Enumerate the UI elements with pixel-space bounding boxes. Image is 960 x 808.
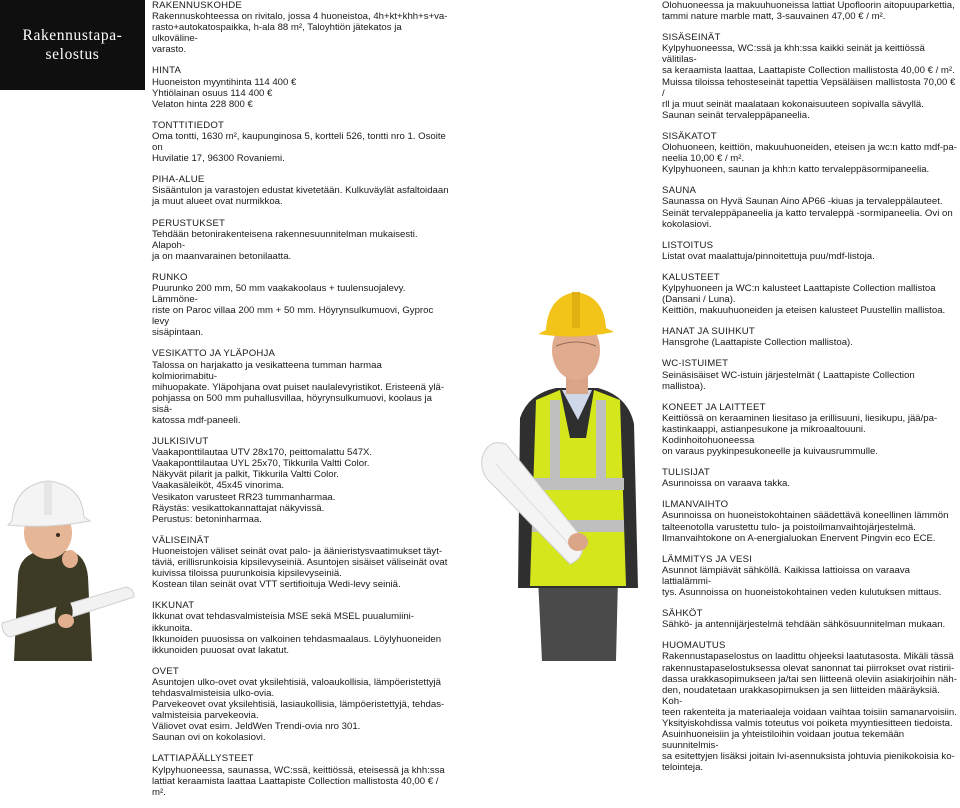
section-text-line: Kylpyhuoneessa, WC:ssä ja khh:ssa kaikki seinät ja keittiössä välitilas- [662, 43, 925, 66]
right-section [662, 0, 958, 22]
right-section [662, 32, 958, 121]
section-text-line: Saunassa on Hyvä Saunan Aino AP66 -kiuas ja tervaleppälauteet. [662, 196, 943, 208]
left-text-column [152, 0, 449, 808]
section-text-line: rakennustapaselostuksessa olevat sanonnat tai piirrokset ovat ristirii- [662, 662, 955, 674]
section-text-line: Rakennuskohteessa on rivitalo, jossa 4 huoneistoa, 4h+kt+khh+s+va- [152, 11, 448, 23]
section-text-line: Asunnot lämpiävät sähköllä. Kaikissa lattioissa on varaava lattialämmi- [662, 564, 910, 587]
section-text-line: on varaus pyykinpesukoneelle ja kuivausrummulle. [662, 446, 878, 458]
section-text-line: Sisääntulon ja varastojen edustat kivetetään. Kulkuväylät asfaltoidaan [152, 185, 449, 197]
right-section [662, 185, 958, 229]
title-line-1: Rakennustapa- [22, 27, 123, 44]
section-heading: KALUSTEET [662, 271, 720, 283]
section-text-line: kuivissa tiloissa puurunkoisia kipsilevyseiniä. [152, 568, 342, 580]
title-line-2: selostus [45, 46, 100, 63]
section-heading: TONTTITIEDOT [152, 119, 225, 131]
section-text-line: Olohuoneessa ja makuuhuoneissa lattiat Upofloorin aitopuuparkettia, [662, 0, 955, 11]
section-text-line: Näkyvät pilarit ja palkit, Tikkurila Valtti Color. [152, 469, 339, 481]
section-heading: PIHA-ALUE [152, 174, 205, 186]
right-section [662, 640, 958, 773]
left-section [152, 535, 449, 590]
section-heading: PERUSTUKSET [152, 217, 226, 229]
right-section [662, 358, 958, 391]
left-section [152, 120, 449, 164]
right-section [662, 131, 958, 175]
section-text-line: tehdasvalmisteisia ulko-ovia. [152, 687, 275, 699]
left-section [152, 65, 449, 109]
section-text-line: varasto. [152, 44, 187, 56]
left-section [152, 218, 449, 262]
section-text-line: lattiat keraamista laattaa Laattapiste Collection mallistosta 40,00 € / m². [152, 775, 439, 798]
section-text-line: valmisteisia parvekeovia. [152, 710, 259, 722]
section-text-line: Saunan seinät tervaleppäpaneelia. [662, 109, 810, 121]
right-section [662, 402, 958, 457]
section-text-line: Parvekeovet ovat yksilehtisiä, lasiaukollisia, lämpöeristettyjä, tehdas- [152, 699, 445, 711]
section-text-line: sa esitettyjen lisäksi joitain lvi-asennuksista johtuvia pienikokoisia ko- [662, 751, 955, 763]
section-heading: HINTA [152, 65, 182, 77]
section-text-line: Yksityiskohdissa valmis toteutus voi poiketa myyntiesitteen tiedoista. [662, 717, 953, 729]
document-title [0, 0, 145, 90]
section-text-line: ja muut alueet ovat nurmikkoa. [152, 196, 283, 208]
section-text-line: Ikkunat ovat tehdasvalmisteisia MSE sekä MSEL puualumiini-ikkunoita. [152, 611, 414, 634]
section-heading: JULKISIVUT [152, 436, 209, 448]
left-section [152, 600, 449, 655]
section-text-line: tys. Asunnoissa on huoneistokohtainen veden kulutuksen mittaus. [662, 587, 942, 599]
section-heading: OVET [152, 665, 179, 677]
section-heading: RUNKO [152, 271, 188, 283]
right-section [662, 499, 958, 543]
left-section [152, 0, 449, 55]
section-text-line: Kylpyhuoneen ja WC:n kalusteet Laattapiste Collection mallistoa [662, 282, 936, 294]
section-text-line: Vaakaponttilautaa UTV 28x170, peittomalattu 547X. [152, 447, 373, 459]
child-with-hardhat-illustration [0, 455, 140, 661]
section-text-line: tammi nature marble matt, 3-sauvainen 47,00 € / m². [662, 11, 886, 23]
section-text-line: pohjassa on 500 mm puhallusvillaa, höyrynsulkumuovi, koolaus ja sisä- [152, 392, 432, 415]
section-text-line: kokolasiovi. [662, 218, 712, 230]
section-text-line: Velaton hinta 228 800 € [152, 98, 253, 110]
section-text-line: Huoneistojen väliset seinät ovat palo- ja äänieristysvaatimukset täyt- [152, 545, 443, 557]
section-text-line: Talossa on harjakatto ja vesikatteena tumman harmaa kolmiorimabitu- [152, 359, 382, 382]
section-text-line: täviä, erillisrunkoisia kipsilevyseiniä. Asuntojen sisäiset väliseinät ovat [152, 557, 448, 569]
section-text-line: Seinäsisäiset WC-istuin järjestelmät ( Laattapiste Collection mallistoa). [662, 369, 915, 392]
section-text-line: Rakennustapaselostus on laadittu ohjeeksi laatutasosta. Mikäli tässä [662, 651, 954, 663]
section-text-line: Kylpyhuoneessa, saunassa, WC:ssä, keittiössä, eteisessä ja khh:ssa [152, 764, 445, 776]
section-text-line: telointeja. [662, 762, 704, 774]
section-text-line: Keittiössä on keraaminen liesitaso ja erillisuuni, liesikupu, jää/pa- [662, 412, 938, 424]
section-text-line: riste on Paroc villaa 200 mm + 50 mm. Höyrynsulkumuovi, Gyproc levy [152, 305, 434, 328]
section-text-line: Keittiön, makuuhuoneiden ja eteisen kalusteet Puustellin mallistoa. [662, 305, 946, 317]
section-text-line: Vaakaponttilautaa UYL 25x70, Tikkurila Valtti Color. [152, 458, 370, 470]
section-text-line: den, noudatetaan urakkasopimuksen ja sen liitteiden määräyksiä. Koh- [662, 684, 940, 707]
section-text-line: Olohuoneen, keittiön, makuuhuoneiden, eteisen ja wc:n katto mdf-pa- [662, 142, 957, 154]
section-text-line: Oma tontti, 1630 m², kaupunginosa 5, kortteli 526, tontti nro 1. Osoite on [152, 130, 446, 154]
section-text-line: Asunnoissa on varaava takka. [662, 478, 790, 490]
section-heading: HUOMAUTUS [662, 640, 726, 652]
section-heading: SÄHKÖT [662, 608, 703, 620]
section-text-line: Listat ovat maalattuja/pinnoitettuja puu/mdf-listoja. [662, 250, 875, 262]
section-text-line: sisäpintaan. [152, 327, 204, 339]
section-text-line: Vesikaton varusteet RR23 tummanharmaa. [152, 491, 336, 503]
section-text-line: Asuinhuoneisiin ja yhteistiloihin voidaan joutua tekemään suunnitelmis- [662, 729, 905, 752]
right-section [662, 272, 958, 316]
section-text-line: Kostean tilan seinät ovat VTT sertifioituja Wedi-levy seiniä. [152, 579, 401, 591]
section-text-line: Tehdään betonirakenteisena rakennesuunnitelman mukaisesti. Alapoh- [152, 228, 418, 251]
section-heading: LÄMMITYS JA VESI [662, 553, 753, 565]
section-text-line: Sähkö- ja antennijärjestelmä tehdään sähkösuunnitelman mukaan. [662, 619, 946, 631]
section-heading: HANAT JA SUIHKUT [662, 326, 755, 338]
section-heading: KONEET JA LAITTEET [662, 401, 766, 413]
left-section [152, 666, 449, 744]
section-heading: RAKENNUSKOHDE [152, 0, 243, 11]
section-text-line: rasto+autokatospaikka, h-ala 88 m², Taloyhtiön jätekatos ja ulkoväline- [152, 22, 402, 45]
section-text-line: Huvilatie 17, 96300 Rovaniemi. [152, 153, 285, 165]
section-heading: SAUNA [662, 185, 697, 197]
section-text-line: Asuntojen ulko-ovet ovat yksilehtisiä, valoaukollisia, lämpöeristettyjä [152, 676, 442, 688]
section-text-line: dassa urakkasopimukseen ja/tai sen liitteenä oleviin asiakirjoihin näh- [662, 673, 957, 685]
section-heading: WC-ISTUIMET [662, 358, 729, 370]
section-text-line: teen rakenteita ja materiaaleja voidaan vaihtaa toisiin samanarvoisiin. [662, 706, 957, 718]
section-text-line: katossa mdf-paneeli. [152, 415, 241, 426]
section-heading: SISÄKATOT [662, 130, 717, 142]
right-section [662, 554, 958, 598]
section-text-line: Väliovet ovat esim. JeldWen Trendi-ovia nro 301. [152, 721, 361, 733]
section-text-line: Seinät tervaleppäpaneelia ja katto tervaleppä -sormipaneelia. Ovi on [662, 207, 953, 219]
section-heading: LISTOITUS [662, 239, 714, 251]
construction-worker-illustration [478, 288, 660, 661]
section-heading: ILMANVAIHTO [662, 499, 729, 511]
right-section [662, 326, 958, 348]
section-text-line: Hansgrohe (Laattapiste Collection mallistoa). [662, 337, 853, 349]
section-text-line: Huoneiston myyntihinta 114 400 € [152, 76, 297, 88]
section-text-line: Ilmanvaihtokone on A-energialuokan Enervent Pingvin eco ECE. [662, 532, 936, 544]
section-text-line: Yhtiölainan osuus 114 400 € [152, 87, 273, 99]
section-text-line: kastinkaappi, astianpesukone ja mikroaaltouuni. Kodinhoitohuoneessa [662, 423, 866, 446]
right-section [662, 240, 958, 262]
section-text-line: mihuopakate. Yläpohjana ovat puiset naulalevyristikot. Eristeenä ylä- [152, 381, 445, 393]
left-section [152, 753, 449, 797]
section-heading: SISÄSEINÄT [662, 32, 721, 44]
section-text-line: Perustus: betoninharmaa. [152, 513, 262, 525]
section-heading: TULISIJAT [662, 467, 710, 479]
right-text-column [662, 0, 958, 783]
section-text-line: talteenotolla varustettu tulo- ja poistoilmanvaihtojärjestelmä. [662, 521, 916, 533]
section-heading: VESIKATTO JA YLÄPOHJA [152, 348, 276, 360]
left-section [152, 272, 449, 339]
right-section [662, 608, 958, 630]
section-text-line: Vaakasäleiköt, 45x45 vinorima. [152, 480, 285, 492]
section-heading: LATTIAPÄÄLLYSTEET [152, 753, 254, 765]
section-heading: VÄLISEINÄT [152, 534, 210, 546]
section-text-line: Puurunko 200 mm, 50 mm vaakakoolaus + tuulensuojalevy. Lämmöne- [152, 282, 406, 306]
section-heading: IKKUNAT [152, 600, 195, 612]
left-section [152, 436, 449, 525]
left-section [152, 174, 449, 207]
section-text-line: Räystäs: vesikattokannattajat näkyvissä. [152, 502, 325, 514]
left-section [152, 348, 449, 426]
section-text-line: Kylpyhuoneen, saunan ja khh:n katto tervaleppäsormipaneelia. [662, 164, 930, 176]
section-text-line: Saunan ovi on kokolasiovi. [152, 732, 266, 744]
right-section [662, 467, 958, 489]
section-text-line: (Dansani / Luna). [662, 294, 736, 306]
section-text-line: ja on maanvarainen betonilaatta. [152, 250, 292, 262]
section-text-line: ikkunoiden puuosat ovat lakatut. [152, 644, 290, 656]
section-text-line: neelia 10,00 € / m². [662, 153, 745, 165]
section-text-line: Asunnoissa on huoneistokohtainen säädettävä koneellinen lämmön [662, 510, 949, 522]
section-text-line: sa keraamista laattaa, Laattapiste Collection mallistosta 40,00 € / m². [662, 65, 955, 77]
section-text-line: Muissa tiloissa tehosteseinät tapettia Vepsäläisen mallistosta 70,00 € / [662, 76, 956, 99]
section-text-line: rll ja muut seinät maalataan kokonaisuuteen sopivalla sävyllä. [662, 98, 924, 110]
section-text-line: Ikkunoiden puuosissa on valkoinen tehdasmaalaus. Löylyhuoneiden [152, 633, 442, 645]
